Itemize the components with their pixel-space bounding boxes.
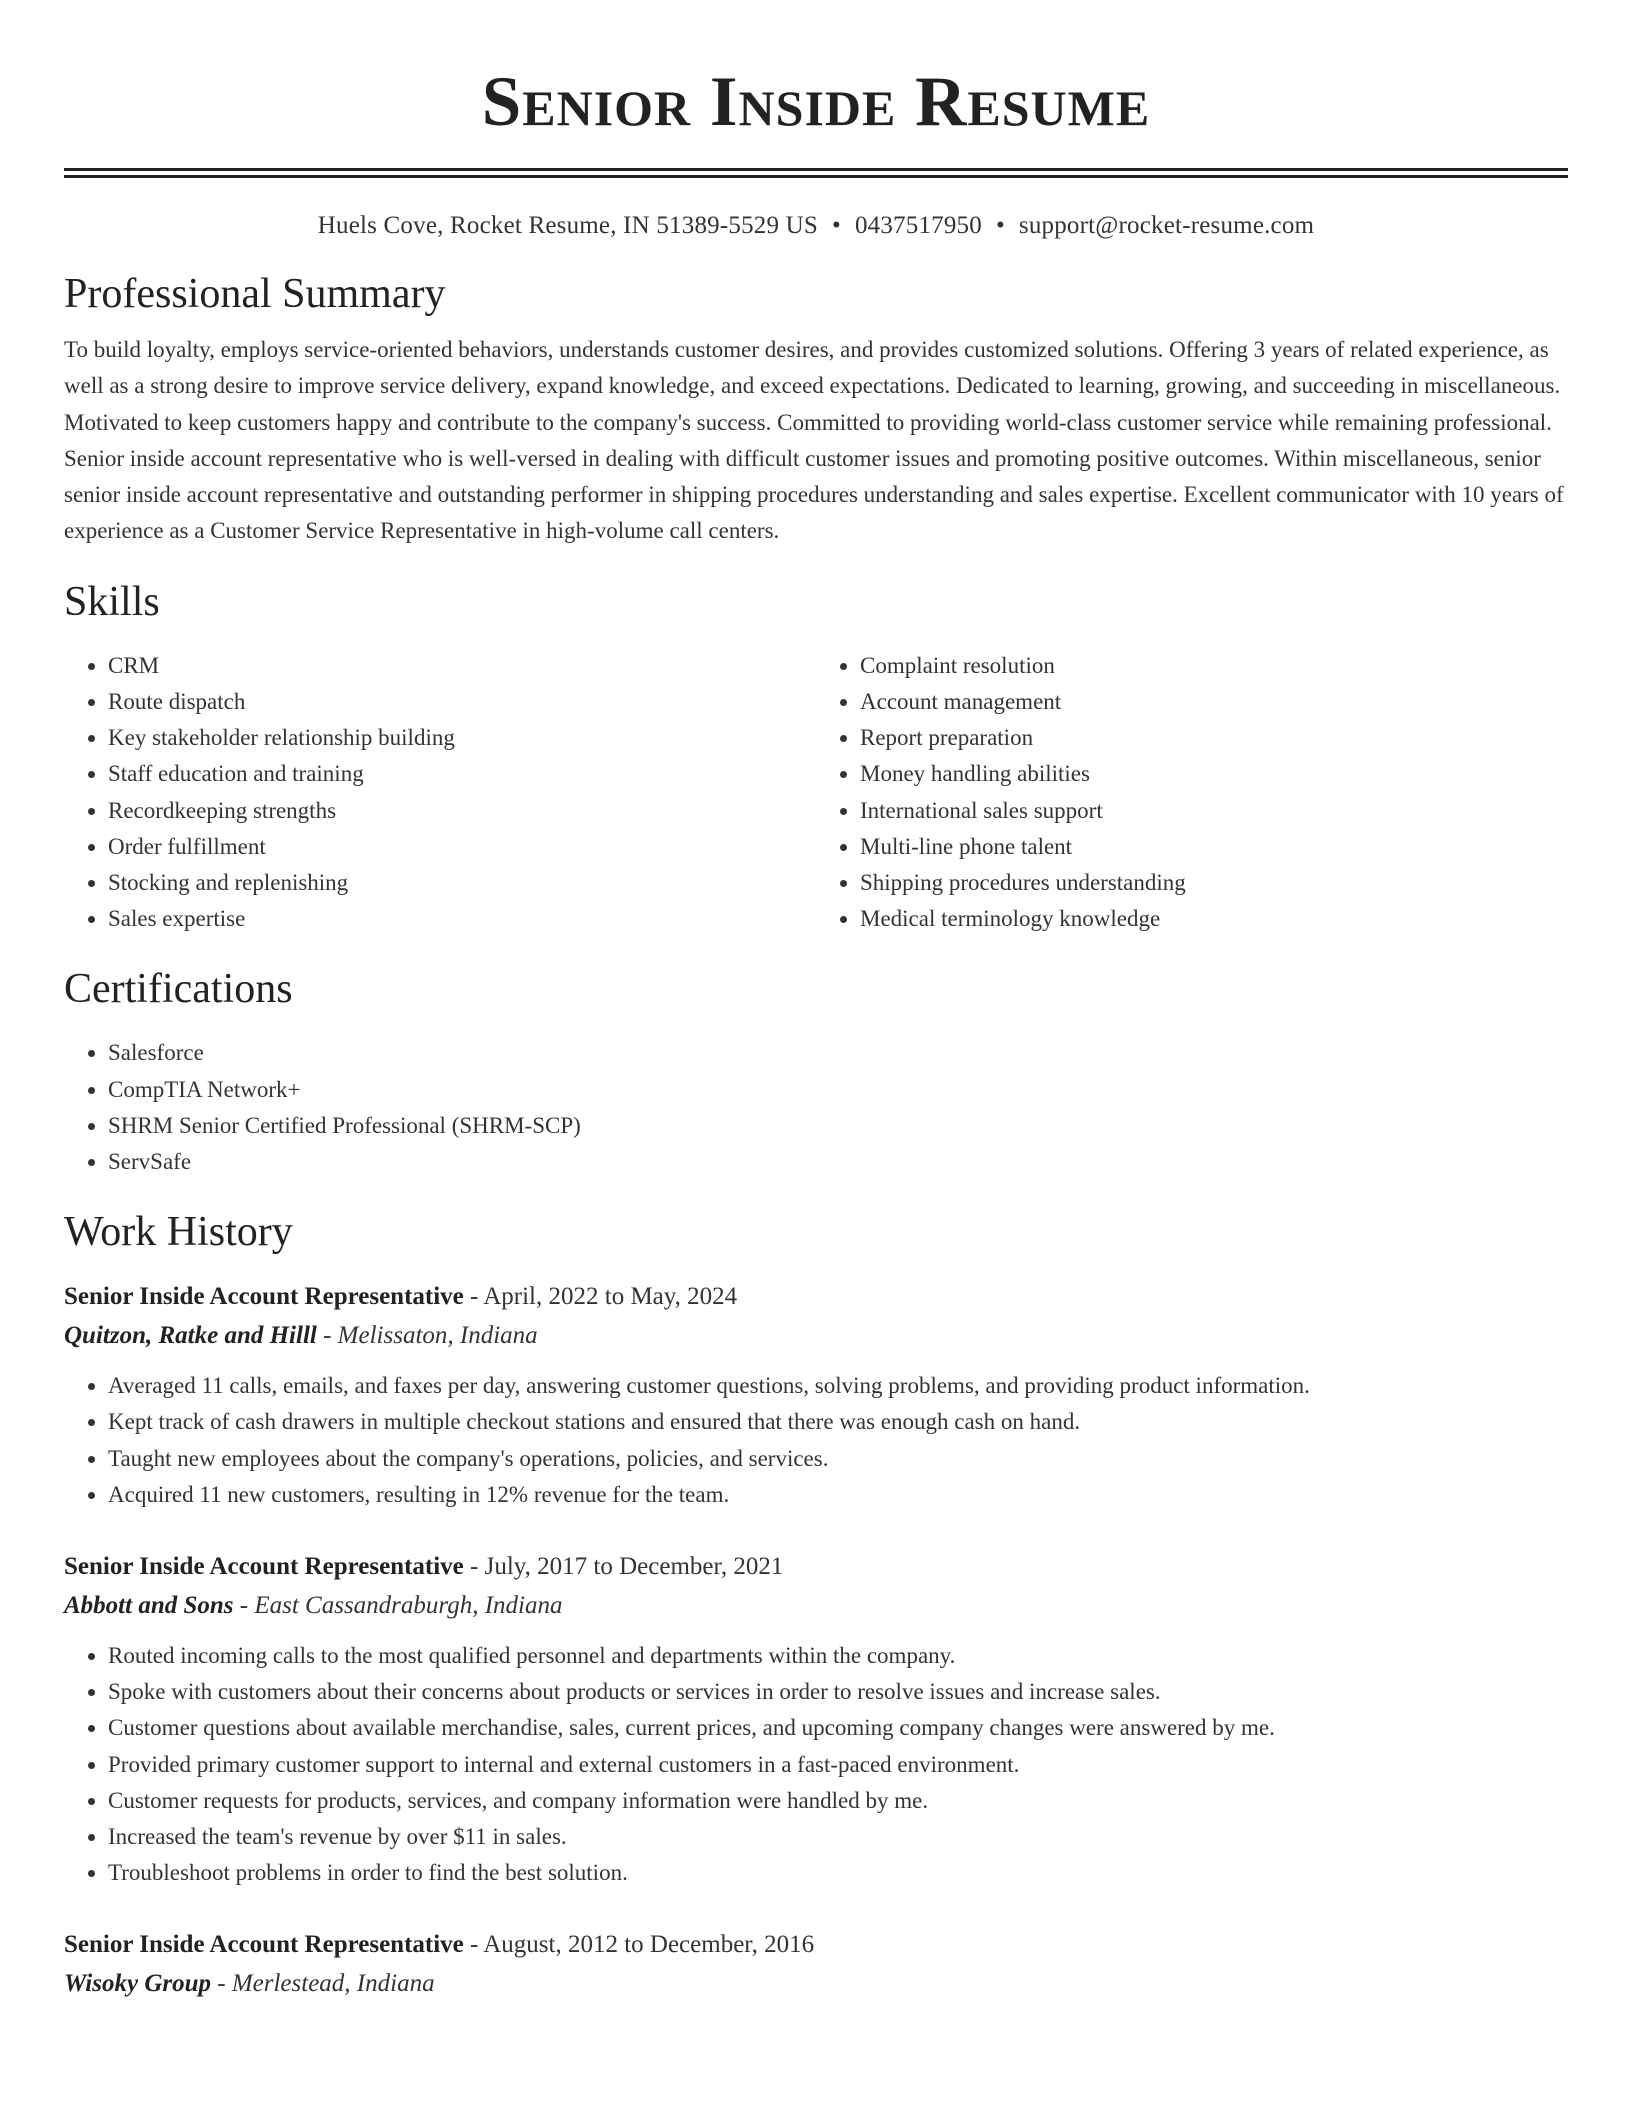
skills-section [64, 576, 1568, 938]
company-location: - East Cassandraburgh, Indiana [233, 1592, 563, 1620]
job-entry [64, 1926, 1568, 2003]
resume-title: Senior Inside Resume [481, 63, 1151, 141]
duty-item: • Acquired 11 new customers, resulting in 12% revenue for the team. [108, 1477, 1568, 1513]
summary-section [64, 268, 1568, 550]
certification-item: • ServSafe [108, 1144, 1568, 1180]
duty-item: • Taught new employees about the company's operations, policies, and services. [108, 1441, 1568, 1477]
section-heading-summary: Professional Summary [64, 271, 446, 317]
summary-text: To build loyalty, employs service-oriented behaviors, understands customer desires, and provides customized solutions. Offering 3 years of related experience, as well as a strong desire to improve service delivery, expand knowledge, and exceed expectations. Dedicated to learning, growing, and succeeding in miscellaneous. Motivated to keep customers happy and contribute to the company's success. Committed to providing world-class customer service while remaining professional. Senior inside account representative who is well-versed in dealing with difficult customer issues and promoting positive outcomes. Within miscellaneous, senior senior inside account representative and outstanding performer in shipping procedures understanding and sales expertise. Excellent communicator with 10 years of experience as a Customer Service Representative in high-volume call centers. [64, 337, 1564, 544]
certification-item: • SHRM Senior Certified Professional (SHRM-SCP) [108, 1108, 1568, 1144]
job-title-line [64, 1548, 1568, 1586]
contact-address: Huels Cove, Rocket Resume, IN 51389-5529 US [317, 212, 818, 239]
duty-item: • Customer requests for products, services, and company information were handled by me. [108, 1783, 1568, 1819]
skill-item: • Route dispatch [108, 684, 816, 720]
job-title: Senior Inside Account Representative [64, 1283, 464, 1311]
company-line [64, 1316, 1568, 1355]
certifications-section [64, 963, 1568, 1180]
company-location: - Merlestead, Indiana [211, 1970, 435, 1998]
duty-item: • Kept track of cash drawers in multiple checkout stations and ensured that there was enough cash on hand. [108, 1404, 1568, 1440]
section-heading-skills: Skills [64, 578, 160, 625]
duty-item: • Troubleshoot problems in order to find the best solution. [108, 1855, 1568, 1891]
duty-item: • Provided primary customer support to internal and external customers in a fast-paced environment. [108, 1747, 1568, 1783]
skill-item: • Report preparation [860, 720, 1568, 756]
job-dates: - August, 2012 to December, 2016 [463, 1931, 815, 1959]
skill-item: • Account management [860, 684, 1568, 720]
certifications-list [64, 1035, 1568, 1180]
job-title: Senior Inside Account Representative [64, 1931, 464, 1959]
contact-separator: • [832, 212, 841, 239]
skills-columns [64, 648, 1568, 938]
skill-item: • Medical terminology knowledge [860, 901, 1568, 937]
skill-item: • Sales expertise [108, 901, 816, 937]
skill-item: • Recordkeeping strengths [108, 793, 816, 829]
job-dates: - April, 2022 to May, 2024 [463, 1283, 738, 1311]
contact-separator: • [995, 212, 1005, 239]
company-name: Wisoky Group [64, 1970, 212, 1998]
skill-item: • CRM [108, 648, 816, 684]
skill-item: • Complaint resolution [860, 648, 1568, 684]
job-title-line [64, 1278, 1568, 1316]
skill-item: • Shipping procedures understanding [860, 865, 1568, 901]
skills-list-left [64, 648, 816, 938]
certification-item: • CompTIA Network+ [108, 1072, 1568, 1108]
skill-item: • International sales support [860, 793, 1568, 829]
contact-phone: 0437517950 [854, 212, 982, 239]
contact-line [64, 210, 1568, 242]
section-heading-work-history: Work History [64, 1209, 293, 1256]
skill-item: • Staff education and training [108, 756, 816, 792]
company-line [64, 1964, 1568, 2003]
skills-list-right [816, 648, 1568, 938]
skill-item: • Order fulfillment [108, 829, 816, 865]
company-name: Quitzon, Ratke and Hilll [64, 1322, 317, 1350]
title-divider [64, 168, 1568, 178]
job-entry [64, 1278, 1568, 1513]
company-name: Abbott and Sons [64, 1592, 234, 1620]
section-heading-certifications: Certifications [64, 966, 293, 1013]
job-title-line [64, 1926, 1568, 1964]
skill-item: • Stocking and replenishing [108, 865, 816, 901]
duty-item: • Customer questions about available merchandise, sales, current prices, and upcoming company changes were answered by me. [108, 1710, 1568, 1746]
duty-item: • Averaged 11 calls, emails, and faxes per day, answering customer questions, solving problems, and providing product information. [108, 1368, 1568, 1404]
duties-list [64, 1638, 1568, 1891]
skill-item: • Money handling abilities [860, 756, 1568, 792]
duty-item: • Routed incoming calls to the most qualified personnel and departments within the company. [108, 1638, 1568, 1674]
job-title: Senior Inside Account Representative [64, 1553, 464, 1581]
skill-item: • Key stakeholder relationship building [108, 720, 816, 756]
duties-list [64, 1368, 1568, 1513]
company-line [64, 1586, 1568, 1625]
duty-item: • Increased the team's revenue by over $11 in sales. [108, 1819, 1568, 1855]
certification-item: • Salesforce [108, 1035, 1568, 1071]
resume-page [64, 0, 1568, 2003]
skill-item: • Multi-line phone talent [860, 829, 1568, 865]
duty-item: • Spoke with customers about their concerns about products or services in order to resolve issues and increase sales. [108, 1674, 1568, 1710]
work-history-section [64, 1206, 1568, 2003]
company-location: - Melissaton, Indiana [316, 1322, 538, 1350]
job-entry [64, 1548, 1568, 1891]
contact-email: support@rocket-resume.com [1018, 212, 1315, 239]
job-dates: - July, 2017 to December, 2021 [463, 1553, 784, 1581]
